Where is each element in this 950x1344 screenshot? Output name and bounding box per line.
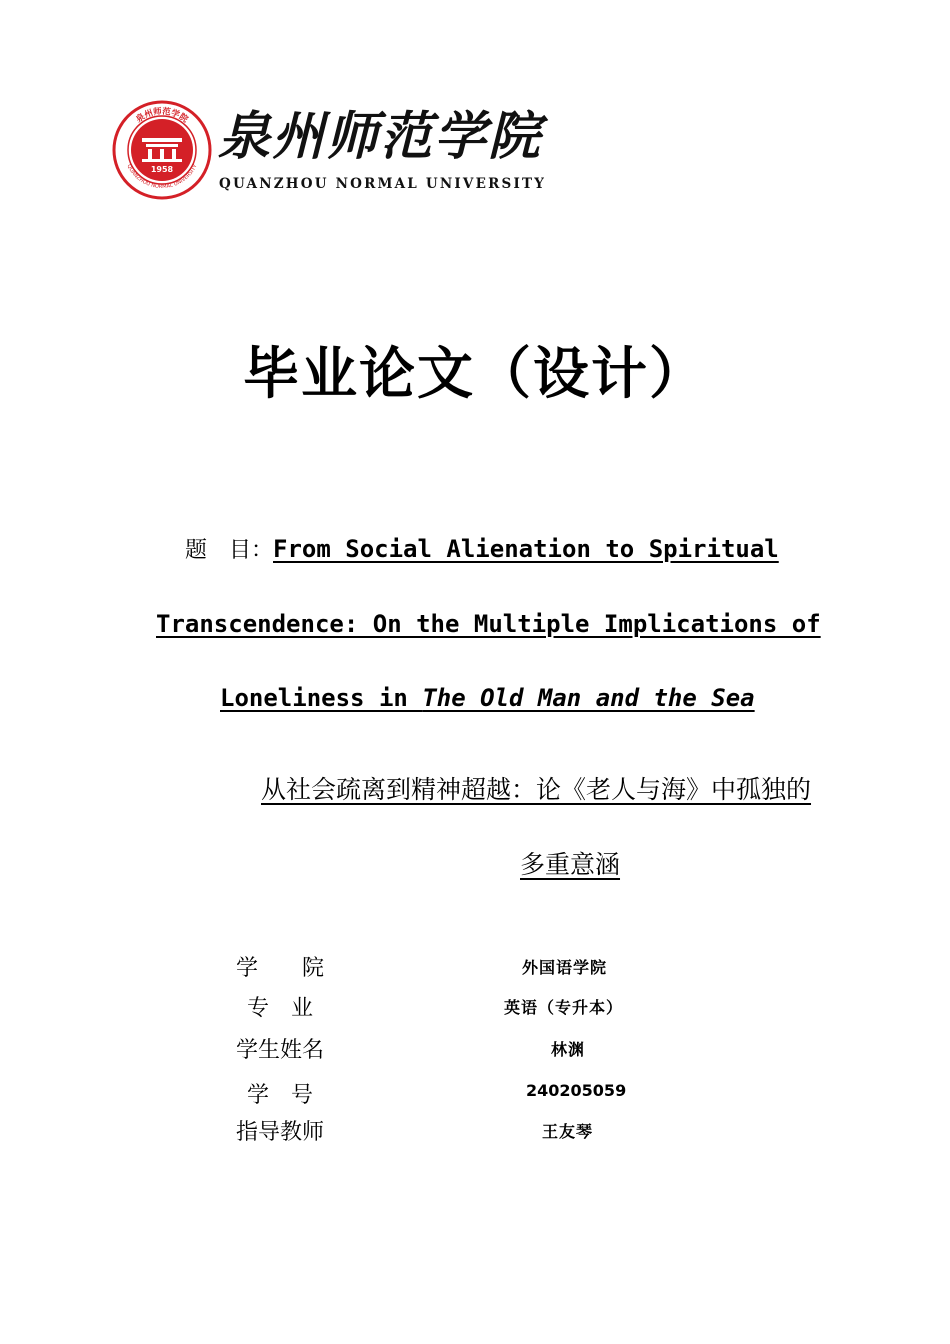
label-student-id: 学 号 <box>247 1083 314 1108</box>
document-title: 毕业论文（设计） <box>243 342 707 407</box>
seal-bottom-text: QUANZHOU NORMAL UNIVERSITY <box>125 163 199 191</box>
label-major: 专 业 <box>247 996 314 1021</box>
topic-label: 题 目： <box>185 538 274 563</box>
value-student-name: 林渊 <box>551 1040 586 1059</box>
university-name-cn: 泉州师范学院 <box>218 106 543 167</box>
topic-line-3 <box>220 683 755 713</box>
seal-year: 1958 <box>150 165 174 174</box>
value-student-id: 240205059 <box>526 1081 627 1100</box>
seal-top-text: 泉州师范学院 <box>134 106 190 125</box>
university-logo <box>112 100 547 200</box>
value-major: 英语（专升本） <box>504 998 624 1017</box>
topic-en-line-3-prefix: Loneliness in <box>220 684 423 712</box>
value-college: 外国语学院 <box>522 958 608 977</box>
university-seal-icon <box>112 100 212 200</box>
topic-cn-line-2: 多重意涵 <box>520 850 621 879</box>
label-student-name: 学生姓名 <box>236 1038 325 1063</box>
topic-en-line-2: Transcendence: On the Multiple Implications of <box>156 610 821 638</box>
topic-en-book-title: The Old Man and the Sea <box>422 684 755 712</box>
topic-cn-line-1: 从社会疏离到精神超越：论《老人与海》中孤独的 <box>261 775 812 804</box>
label-college: 学 院 <box>236 956 325 981</box>
topic-en-line-1: From Social Alienation to Spiritual <box>273 535 779 563</box>
university-name-en: QUANZHOU NORMAL UNIVERSITY <box>219 176 547 192</box>
value-advisor: 王友琴 <box>542 1122 594 1141</box>
topic-line-1 <box>185 534 779 566</box>
label-advisor: 指导教师 <box>236 1120 325 1145</box>
